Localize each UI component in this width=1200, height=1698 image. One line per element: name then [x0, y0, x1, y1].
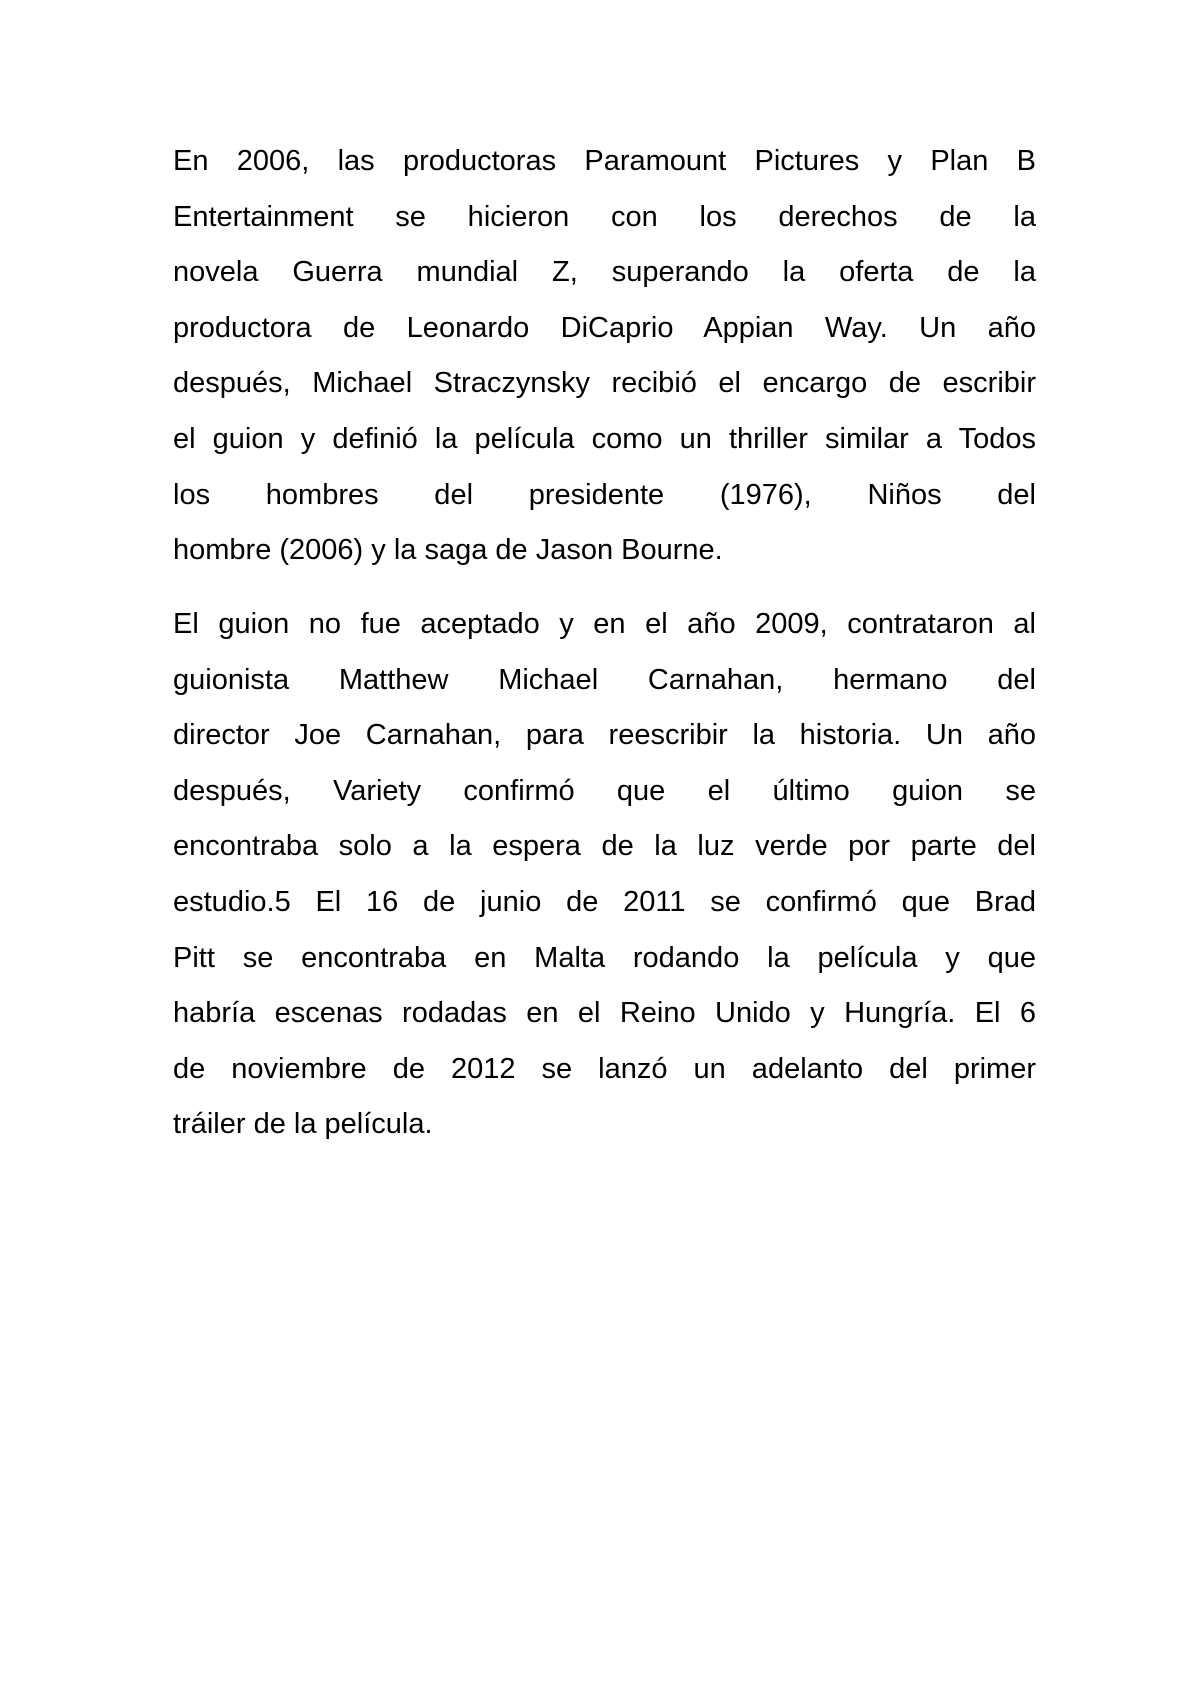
paragraph-line: productora de Leonardo DiCaprio Appian Way. Un año — [173, 311, 1036, 344]
paragraph-line: estudio.5 El 16 de junio de 2011 se confirmó que Brad — [173, 885, 1036, 918]
paragraph-line: después, Michael Straczynsky recibió el encargo de escribir — [173, 367, 1036, 400]
paragraph-1 — [173, 134, 1036, 579]
paragraph-line: de noviembre de 2012 se lanzó un adelanto del primer — [173, 1052, 1036, 1085]
paragraph-line: director Joe Carnahan, para reescribir la historia. Un año — [173, 719, 1036, 752]
paragraph-line: guionista Matthew Michael Carnahan, hermano del — [173, 663, 1036, 696]
paragraph-line: Pitt se encontraba en Malta rodando la película y que — [173, 941, 1036, 974]
paragraph-line: novela Guerra mundial Z, superando la oferta de la — [173, 256, 1036, 289]
paragraph-line: después, Variety confirmó que el último guion se — [173, 774, 1036, 807]
paragraph-line: Entertainment se hicieron con los derechos de la — [173, 200, 1036, 233]
paragraph-line: encontraba solo a la espera de la luz verde por parte del — [173, 830, 1036, 863]
paragraph-line: los hombres del presidente (1976), Niños del — [173, 478, 1036, 511]
paragraph-line: el guion y definió la película como un thriller similar a Todos — [173, 422, 1036, 455]
paragraph-line: El guion no fue aceptado y en el año 2009, contrataron al — [173, 608, 1036, 640]
paragraph-line: hombre (2006) y la saga de Jason Bourne. — [173, 534, 723, 567]
paragraph-line: habría escenas rodadas en el Reino Unido y Hungría. El 6 — [173, 997, 1036, 1030]
paragraph-line: En 2006, las productoras Paramount Pictures y Plan B — [173, 145, 1036, 177]
paragraph-2 — [173, 597, 1036, 1153]
paragraph-line: tráiler de la película. — [173, 1108, 433, 1141]
